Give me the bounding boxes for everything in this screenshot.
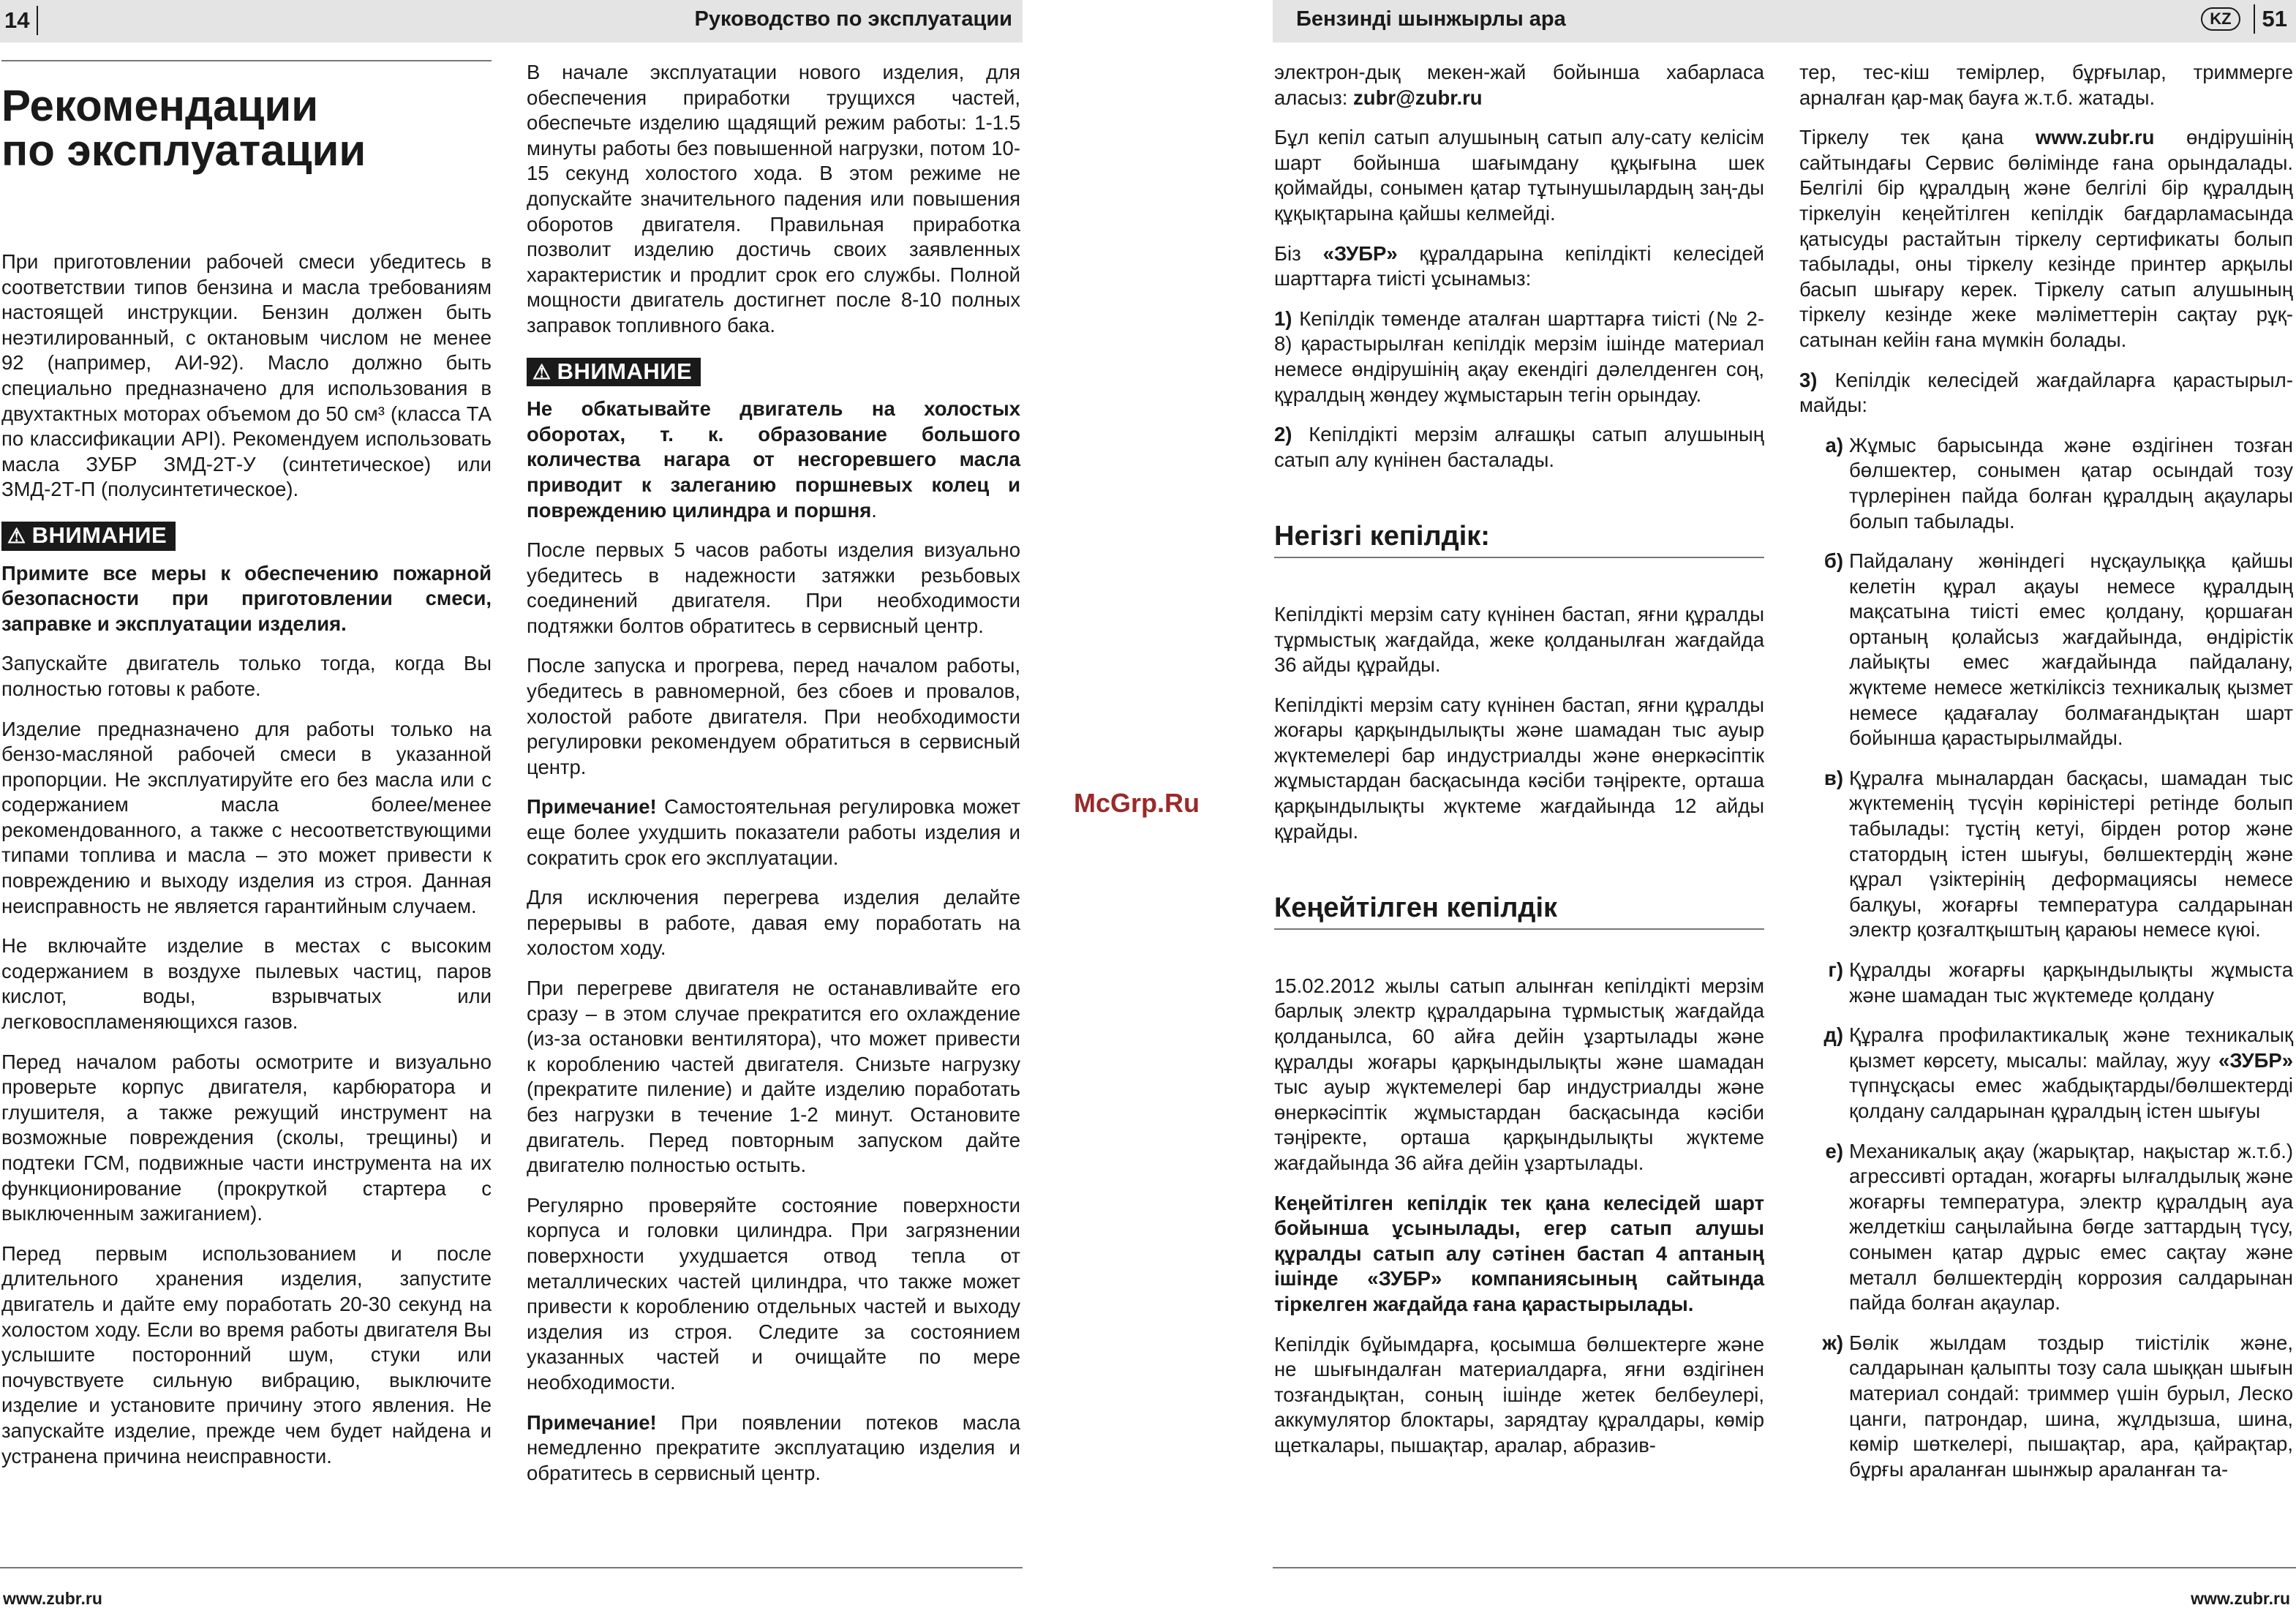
left-page-number: 14	[4, 6, 38, 35]
site-link[interactable]: www.zubr.ru	[2035, 126, 2155, 149]
paragraph: Тіркелу тек қана www.zubr.ru өндірушінің сайтындағы Сервис бөлімінде ғана орындалады. Белгілі бір құралдың және белгілі бір құралдың тіркелуін кеңейтілген кепілдік бағдарламасында қатысуды растайтын тіркелу сертификаты болып табылады, оны тіркелу кезінде принтер арқылы басып шығару керек. Тіркелу сатып алушының тіркелу кезінде жеке мәліметтерін сақтау рұқ-сатынан кейін ғана мүмкін болады.	[1799, 126, 2293, 351]
note-paragraph: Примечание! При появлении потеков масла немедленно прекратите эксплуатацию изделия и обратитесь в сервисный центр.	[527, 1410, 1020, 1484]
list-item: г) Құралды жоғарғы қарқындылықты жұмыста және шамадан тыс жүктемеде қолдану	[1828, 958, 2293, 1007]
paragraph: После запуска и прогрева, перед началом работы, убедитесь в равномерной, без сбоев и провалов, холостой работе двигателя. При необходимости регулировки рекомендуем обратиться в сервисный центр.	[527, 654, 1020, 778]
paragraph: 2) Кепілдікті мерзім алғашқы сатып алушының сатып алу күнінен басталады.	[1274, 423, 1764, 471]
paragraph: В начале эксплуатации нового изделия, для обеспечения приработки трущихся частей, обеспечьте изделию щадящий режим работы: 1-1.5 минуты работы без повышенной нагрузки, потом 10-15 секунд холостого хода. В этом режиме не допускайте значительного падения или повышения оборотов двигателя. Правильная приработка позволит изделию достичь своих заявленных характеристик и продлит срок его службы. Полной мощности двигатель достигнет после 8-10 полных заправок топливного бака.	[527, 61, 1020, 337]
list-item: б) Пайдалану жөніндегі нұсқаулыққа қайшы келетін құрал ақауы немесе құралдың мақсатына тиісті емес қолдану, қоршаған ортаның қолайсыз жағдайында, өндірістік лайықты емес жағдайында пайдалану, жүктеме немесе жеткіліксіз техникалық қызмет немесе қадағалау болмағандықтан шарт бойынша қарастырылмайды.	[1823, 549, 2293, 750]
left-column-2	[527, 60, 1020, 1500]
paragraph: Запускайте двигатель только тогда, когда Вы полностью готовы к работе.	[1, 652, 492, 700]
warning-text: Примите все меры к обеспечению пожарной безопасности при приготовлении смеси, заправке и эксплуатации изделия.	[1, 561, 492, 635]
paragraph: Регулярно проверяйте состояние поверхности корпуса и головки цилиндра. При загрязнении поверхности ухудшается отвод тепла от металлических частей цилиндра, что также может привести к короблению отдельных частей и выходу изделия из строя. Следите за состоянием указанных частей и очищайте по мере необходимости.	[527, 1193, 1020, 1394]
list-item: д) Құралға профилактикалық және техникалық қызмет көрсету, мысалы: майлау, жуу «ЗУБР» түпнұсқасы емес жабдықтарды/бөлшектерді қолдану салдарынан құралдың істен шығуы	[1823, 1023, 2293, 1122]
right-column-2	[1799, 60, 2293, 1497]
paragraph: 15.02.2012 жылы сатып алынған кепілдікті мерзім барлық электр құралдарына тұрмыстық жағдайда қолданылса, 60 айға дейін ұзартылады және құралды жоғары қарқындылықты және шамадан тыс ауыр жүктемелері бар индустриалды және өнеркәсіптік жұмыстардан басқасында кәсіби тәңіректе, орташа қарқындылықты жүктеме жағдайында 36 айға дейін ұзартылады.	[1274, 974, 1764, 1174]
section-heading-basic: Негізгі кепілдік:	[1274, 524, 1764, 558]
warning-badge: ⚠ ВНИМАНИЕ	[1, 522, 176, 551]
paragraph: Кепілдік бұйымдарға, қосымша бөлшектерге және не шығындалған материалдарға, яғни өздігінен тозғандықтан, соның ішінде жетек белбеулері, аккумулятор блоктары, зарядтау құралдары, көмір щеткалары, пышақтар, аралар, абразив-	[1274, 1332, 1764, 1457]
right-column-1	[1274, 60, 1764, 1473]
paragraph: После первых 5 часов работы изделия визуально убедитесь в надежности затяжки резьбовых соединений двигателя. При необходимости подтяжки болтов обратитесь в сервисный центр.	[527, 538, 1020, 637]
paragraph: тер, тес-кіш темірлер, бұрғылар, триммерге арналған қар-мақ бауға ж.т.б. жатады.	[1799, 61, 2293, 109]
paragraph: Кепілдікті мерзім сату күнінен бастап, яғни құралды жоғары қарқындылықты және шамадан тыс ауыр жүктемелері бар индустриалды және өнеркәсіптік жұмыстардан басқасында кәсіби тәңіректе, орташа қарқындылықты жүктеме жағдайында 12 айды құрайды.	[1274, 693, 1764, 843]
list-item: е) Механикалық ақау (жарықтар, нақыстар ж.т.б.) агрессивті ортадан, жоғарғы ылғалдылық және жоғарғы температура, электр құралдың ауа желдеткіш саңылайына бөгде заттардың түсу, сонымен қатар дұрыс емес сақтау және металл бөлшектердің коррозия салдарынан пайда болған ақаулар.	[1825, 1139, 2293, 1315]
list-item: в) Құралға мыналардан басқасы, шамадан тыс жүктеменің түсүін көріністері ретінде болып табылады: тұстің кетуі, бірден ротор және статордың істен шығуы, бөлшектердің және құрал үзіктерінің деформациясы немесе балқуы, жоғарғы температура салдарынан электр қозғалтқыштың қараюы немесе күюі.	[1823, 766, 2293, 942]
paragraph: Перед началом работы осмотрите и визуально проверьте корпус двигателя, карбюратора и глушителя, а также режущий инструмент на возможные повреждения (сколы, трещины) и подтеки ГСМ, подвижные части инструмента на их функционирование (прокруткой стартера с выключенным зажиганием).	[1, 1050, 492, 1225]
paragraph: Кепілдікті мерзім сату күнінен бастап, яғни құралды тұрмыстық жағдайда, жеке қолданылған жағдайда 36 айды құрайды.	[1274, 602, 1764, 677]
warning-text: Не обкатывайте двигатель на холостых оборотах, т. к. образование большого количества нагара от несгоревшего масла приводит к залеганию поршневых колец и повреждению цилиндра и поршня.	[527, 397, 1020, 522]
right-page-number: 51	[2254, 4, 2287, 34]
warning-badge: ⚠ ВНИМАНИЕ	[527, 358, 701, 387]
paragraph: Изделие предназначено для работы только на бензо-масляной рабочей смеси в указанной пропорции. Не эксплуатируйте его без масла или с содержанием масла более/менее рекомендованного, а также с несоответствующими типами топлива и масла – это может привести к повреждению и выходу изделия из строя. Данная неисправность не является гарантийным случаем.	[1, 717, 492, 917]
paragraph-bold: Кеңейтілген кепілдік тек қана келесідей шарт бойынша ұсынылады, егер сатып алушы құралды сатып алу сәтінен бастап 4 аптаның ішінде «ЗУБР» компаниясының сайтында тіркелген жағдайда ғана қарастырылады.	[1274, 1191, 1764, 1315]
paragraph: 3) Кепілдік келесідей жағдайларға қарастырыл-майды:	[1799, 368, 2293, 417]
right-header-bar	[1273, 0, 2296, 42]
left-header-bar	[0, 0, 1023, 42]
footer-rule	[1273, 1567, 2296, 1568]
list-item: а) Жұмыс барысында және өздігінен тозған бөлшектер, сонымен қатар осындай тозу түрлерінен пайда болған құралдың ақаулары болып табылады.	[1825, 433, 2293, 533]
watermark: McGrp.Ru	[1074, 788, 1200, 818]
warning-triangle-icon: ⚠	[532, 360, 552, 383]
language-badge: KZ	[2201, 7, 2240, 31]
paragraph: Не включайте изделие в местах с высоким содержанием в воздухе пылевых частиц, паров кислот, воды, взрывчатых или легковоспламеняющихся газов.	[1, 934, 492, 1034]
paragraph: Бұл кепіл сатып алушының сатып алу-сату келісім шарт бойынша шағымдану құқығына шек қоймайды, сонымен қатар тұтынушылардың заң-ды құқықтарына қайшы келмейді.	[1274, 126, 1764, 225]
paragraph: При перегреве двигателя не останавливайте его сразу – в этом случае прекратится его охлаждение (из-за остановки вентилятора), что может привести к короблению частей двигателя. Снизьте нагрузку (прекратите пиление) и дайте изделию поработать без нагрузки в течение 1-2 минут. Остановите двигатель. Перед повторным запуском дайте двигателю полностью остыть.	[527, 977, 1020, 1177]
paragraph: электрон-дық мекен-жай бойынша хабарласа аласыз: zubr@zubr.ru	[1274, 61, 1764, 109]
left-header-title: Руководство по эксплуатации	[694, 7, 1012, 31]
left-page	[0, 0, 1024, 1616]
paragraph: Для исключения перегрева изделия делайте перерывы в работе, давая ему поработать на холостом ходу.	[527, 886, 1020, 960]
footer-rule	[0, 1567, 1023, 1568]
section-heading-extended: Кеңейтілген кепілдік	[1274, 895, 1764, 930]
right-header-title: Бензинді шынжырлы ара	[1296, 7, 1566, 31]
note-paragraph: Примечание! Самостоятельная регулировка может еще более ухудшить показатели работы изделия и сократить срок его эксплуатации.	[527, 795, 1020, 869]
right-header-meta	[2201, 4, 2287, 34]
warning-triangle-icon: ⚠	[7, 524, 26, 547]
paragraph: 1) Кепілдік төменде аталған шарттарға тиісті (№ 2-8) қарастырылған кепілдік мерзім ішінде материал немесе өндірушінің ақау екендігі дәлелденген соң, құралдың жөндеу жұмыстарын тегін орындау.	[1274, 307, 1764, 406]
email-link[interactable]: zubr@zubr.ru	[1353, 86, 1483, 109]
right-page	[1273, 0, 2296, 1616]
page-title: Рекомендации по эксплуатации	[1, 81, 366, 175]
paragraph: Перед первым использованием и после длительного хранения изделия, запустите двигатель и дайте ему поработать 20-30 секунд на холостом ходу. Если во время работы двигателя Вы услышите посторонний шум, стуки или почувствуете сильную вибрацию, выключите изделие и установите причину этого явления. Не запускайте изделие, прежде чем будет найдена и устранена причина неисправности.	[1, 1241, 492, 1467]
list-item: ж) Бөлік жылдам тоздыр тиістілік және, салдарынан қалыпты тозу сала шыққан шығын материал сондай: триммер үшін бурыл, Леско цанги, патрондар, шина, жұлдызша, шина, көмір шөткелері, пышақтар, ара, қайрақтар, бұрғы араланған шынжыр араланған та-	[1822, 1331, 2293, 1481]
left-footer-link[interactable]: www.zubr.ru	[3, 1589, 102, 1608]
paragraph: Біз «ЗУБР» құралдарына кепілдікті келесідей шарттарға тиісті ұсынамыз:	[1274, 241, 1764, 290]
paragraph: При приготовлении рабочей смеси убедитесь в соответствии типов бензина и масла требованиям настоящей инструкции. Бензин должен быть неэтилированный, с октановым числом не менее 92 (например, АИ-92). Масло должно быть специально предназначено для использования в двухтактных моторах объемом до 50 см³ (класса ТА по классификации API). Рекомендуем использовать масла ЗУБР ЗМД-2Т-У (синтетическое) или ЗМД-2Т-П (полусинтетическое).	[1, 250, 492, 501]
right-footer-link[interactable]: www.zubr.ru	[2191, 1589, 2290, 1608]
left-column-1	[1, 60, 492, 1484]
